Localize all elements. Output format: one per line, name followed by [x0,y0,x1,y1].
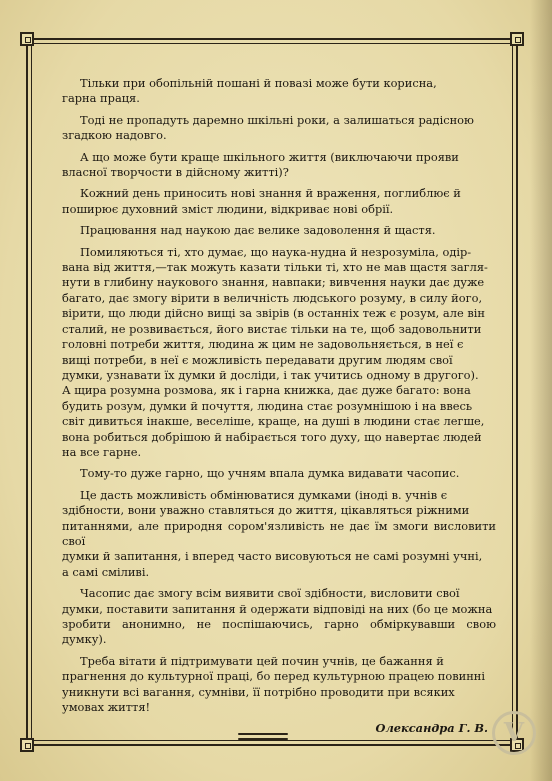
paragraph-2: Тоді не пропадуть даремно шкільні роки, а залишаться радісною згадкою надовго. [62,112,474,143]
corner-ornament-top-left [20,32,34,46]
corner-ornament-bottom-left [20,738,34,752]
paragraph-6: Помиляються ті, хто думає, що наука-нудна й незрозуміла, одір- вана від життя,—так можуть казати тільки ті, хто не мав щастя загля- нути в глибину наукового знання, навпаки; вивчення науки дає дуже багато, дає змогу вірити в величність людського розуму, в силу його, вірити, що люди дійсно вищі за звірів (в останніх теж є розум, але він сталий, не розвивається, його вистає тільки на те, щоб задовольнити головні потреби життя, людина ж цим не задовольняється, в неї є вищі потреби, в неї є можливість передавати другим людям свої думки, узнавати їх думки й досліди, і так учитись одному в другого). А щира розумна розмова, як і гарна книжка, дає дуже багато: вона будить розум, думки й почуття, людина стає розумнішою і на ввесь світ дивиться інакше, веселіше, краще, на душі в людини стає легше, вона робиться добрішою й набірається того духу, що навертає людей на все гарне. [62,244,488,459]
paragraph-4: Кожний день приносить нові знання й враження, поглиблює й поширює духовний зміст людини, відкриває нові обрії. [62,186,461,216]
paragraph-1: Тільки при обопільній пошані й повазі може бути корисна, гарна праця. [62,76,437,106]
paragraph-3: А що може бути краще шкільного життя (виключаючи прояви власної творчости в дійсному житті)? [62,149,459,180]
ornamental-divider [238,733,288,745]
page-edge-shadow [530,0,552,781]
paragraph-8: Це дасть можливість обмінюватися думками (іноді в. учнів є здібности, вони уважно ставляться до життя, цікавляться ріжними питаннями, але природня сором'язливість не дає їм змоги висловити свої думки й запитання, і вперед часто висовуються не самі розумні учні, а самі сміливі. [62,487,496,579]
paragraph-9: Часопис дає змогу всім виявити свої здібности, висловити свої думки, поставити запитання й одержати відповіді на них (бо це можна зробити анонимно, не поспішаючись, гарно обміркувавши свою думку). [62,586,496,647]
paragraph-7: Тому-то дуже гарно, що учням впала думка видавати часопис. [80,466,460,481]
corner-ornament-top-right [510,32,524,46]
paragraph-5: Працювання над наукою дає велике задоволення й щастя. [80,223,436,238]
paragraph-10: Треба вітати й підтримувати цей почин учнів, це бажання й прагнення до культурної праці, бо перед культурною працею повинні уникнути всі вагання, сумніви, її потрібно проводити при всяких умовах життя! [62,653,486,715]
author-signature: Олександра Г. В. [375,721,488,736]
article-body [62,76,496,743]
library-watermark-icon: V [492,711,536,755]
